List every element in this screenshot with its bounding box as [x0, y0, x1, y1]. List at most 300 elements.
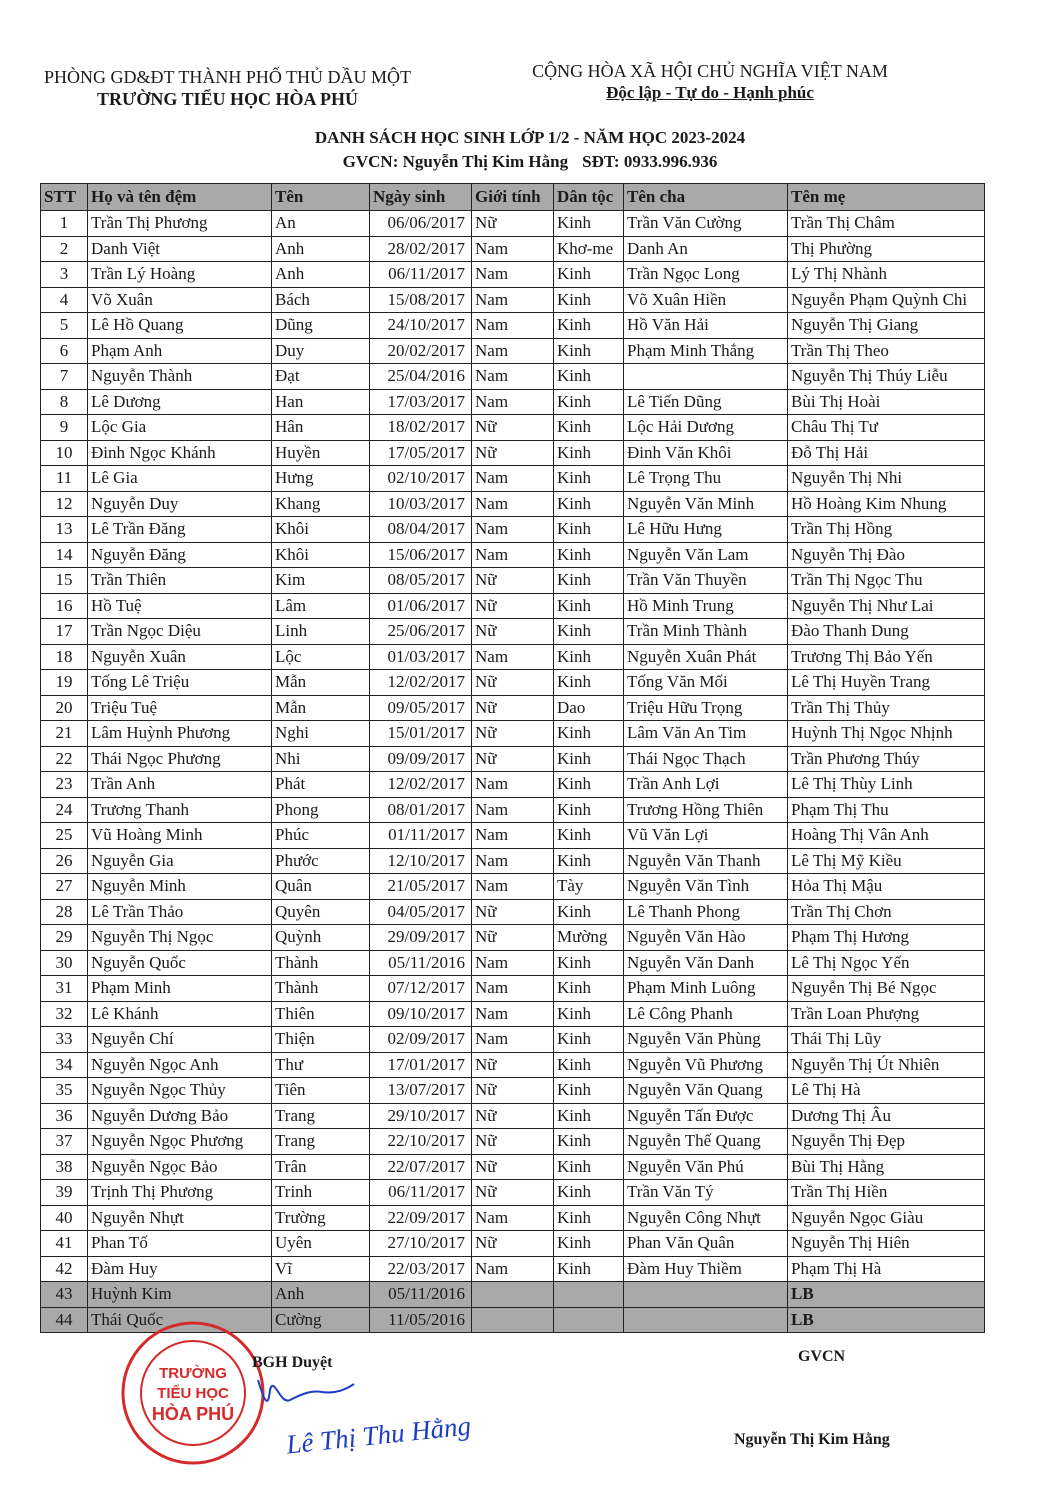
table-cell: Nghi — [272, 721, 370, 747]
table-cell: 15/08/2017 — [370, 287, 472, 313]
table-header — [41, 184, 985, 211]
student-table — [40, 183, 985, 1333]
table-row — [41, 1001, 985, 1027]
table-cell: Nữ — [472, 746, 554, 772]
table-row — [41, 440, 985, 466]
table-row — [41, 797, 985, 823]
table-cell: Kinh — [554, 1231, 624, 1257]
table-cell: 29 — [41, 925, 88, 951]
document-title — [200, 126, 860, 174]
table-cell — [624, 1307, 788, 1333]
table-cell: Kinh — [554, 262, 624, 288]
table-row — [41, 389, 985, 415]
table-row — [41, 287, 985, 313]
table-row — [41, 1052, 985, 1078]
table-cell: Kinh — [554, 619, 624, 645]
table-cell: Nguyễn Thị Hiên — [788, 1231, 985, 1257]
stamp-line-2: TIỂU HỌC — [157, 1385, 229, 1402]
table-cell: 22/07/2017 — [370, 1154, 472, 1180]
table-cell: Lộc Hải Dương — [624, 415, 788, 441]
table-cell: Cường — [272, 1307, 370, 1333]
table-cell: 40 — [41, 1205, 88, 1231]
table-cell: Kinh — [554, 1129, 624, 1155]
column-header: Tên mẹ — [788, 184, 985, 211]
table-cell: Hân — [272, 415, 370, 441]
table-cell: Anh — [272, 1282, 370, 1308]
table-cell: Nguyễn Ngọc Phương — [88, 1129, 272, 1155]
table-cell: Võ Xuân Hiền — [624, 287, 788, 313]
table-cell: 09/10/2017 — [370, 1001, 472, 1027]
table-cell: Huỳnh Kim — [88, 1282, 272, 1308]
table-row — [41, 1205, 985, 1231]
table-cell: Nguyễn Phạm Quỳnh Chi — [788, 287, 985, 313]
table-cell: Nguyễn Thị Đẹp — [788, 1129, 985, 1155]
table-cell: Mẫn — [272, 695, 370, 721]
table-cell: Nữ — [472, 1231, 554, 1257]
table-cell: Nam — [472, 517, 554, 543]
table-cell: 25/06/2017 — [370, 619, 472, 645]
table-cell: Danh Việt — [88, 236, 272, 262]
table-cell: 11 — [41, 466, 88, 492]
table-cell: Tiên — [272, 1078, 370, 1104]
table-cell: Phạm Minh Thắng — [624, 338, 788, 364]
table-cell: Lê Thị Hà — [788, 1078, 985, 1104]
table-cell: 09/09/2017 — [370, 746, 472, 772]
signature-stroke — [258, 1380, 354, 1401]
table-cell: Nguyễn Thị Út Nhiên — [788, 1052, 985, 1078]
table-cell: Trương Thị Bảo Yến — [788, 644, 985, 670]
table-cell: Kinh — [554, 338, 624, 364]
table-cell: Anh — [272, 236, 370, 262]
table-cell: Phạm Thị Hương — [788, 925, 985, 951]
table-cell: 35 — [41, 1078, 88, 1104]
table-cell: 24 — [41, 797, 88, 823]
table-row — [41, 848, 985, 874]
table-row — [41, 491, 985, 517]
table-row — [41, 211, 985, 237]
table-cell: 12/02/2017 — [370, 772, 472, 798]
teacher-info — [200, 150, 860, 174]
table-cell: Dao — [554, 695, 624, 721]
table-cell: Trần Văn Tý — [624, 1180, 788, 1206]
table-cell: Nguyễn Tấn Được — [624, 1103, 788, 1129]
table-cell: Mường — [554, 925, 624, 951]
column-header: Tên cha — [624, 184, 788, 211]
table-cell: Phúc — [272, 823, 370, 849]
table-cell: Nguyễn Văn Phùng — [624, 1027, 788, 1053]
column-header: Tên — [272, 184, 370, 211]
table-cell: Khơ-me — [554, 236, 624, 262]
table-cell: 01/11/2017 — [370, 823, 472, 849]
table-cell: Tống Văn Mối — [624, 670, 788, 696]
column-header: Dân tộc — [554, 184, 624, 211]
table-cell: Hồ Hoàng Kim Nhung — [788, 491, 985, 517]
table-cell: Huỳnh Thị Ngọc Nhịnh — [788, 721, 985, 747]
table-cell: Nam — [472, 950, 554, 976]
table-cell: 20 — [41, 695, 88, 721]
table-cell: Thị Phường — [788, 236, 985, 262]
table-cell: 26 — [41, 848, 88, 874]
table-cell: Hưng — [272, 466, 370, 492]
table-cell: Trần Thiên — [88, 568, 272, 594]
table-cell: Phước — [272, 848, 370, 874]
table-row — [41, 619, 985, 645]
table-cell: Nhi — [272, 746, 370, 772]
table-cell: Kinh — [554, 593, 624, 619]
table-cell: 17 — [41, 619, 88, 645]
table-cell: 01/06/2017 — [370, 593, 472, 619]
table-cell: 22/09/2017 — [370, 1205, 472, 1231]
table-cell: Nam — [472, 466, 554, 492]
table-cell: Lê Gia — [88, 466, 272, 492]
table-cell: Thành — [272, 950, 370, 976]
table-cell: Tống Lê Triệu — [88, 670, 272, 696]
table-cell: Nữ — [472, 695, 554, 721]
table-cell: Nguyễn Xuân — [88, 644, 272, 670]
table-cell: Nguyễn Vũ Phương — [624, 1052, 788, 1078]
table-cell: Nữ — [472, 899, 554, 925]
table-cell: 08/04/2017 — [370, 517, 472, 543]
table-cell: Anh — [272, 262, 370, 288]
table-cell: Tày — [554, 874, 624, 900]
country-name: CỘNG HÒA XÃ HỘI CHỦ NGHĨA VIỆT NAM — [532, 61, 888, 81]
table-cell: An — [272, 211, 370, 237]
table-row — [41, 1282, 985, 1308]
table-cell: Thiện — [272, 1027, 370, 1053]
table-row — [41, 1256, 985, 1282]
table-cell: Nguyễn Đăng — [88, 542, 272, 568]
table-cell: 2 — [41, 236, 88, 262]
table-row — [41, 899, 985, 925]
table-cell: Vũ Văn Lợi — [624, 823, 788, 849]
table-cell: Lê Thị Huyền Trang — [788, 670, 985, 696]
table-cell: Kinh — [554, 1052, 624, 1078]
table-cell: Triệu Hữu Trọng — [624, 695, 788, 721]
table-cell: Phạm Minh — [88, 976, 272, 1002]
table-cell: Kinh — [554, 491, 624, 517]
table-cell: 08/01/2017 — [370, 797, 472, 823]
table-cell: 12 — [41, 491, 88, 517]
table-cell: 28 — [41, 899, 88, 925]
table-cell: Thành — [272, 976, 370, 1002]
table-cell: Trần Ngọc Long — [624, 262, 788, 288]
table-cell: 25 — [41, 823, 88, 849]
table-cell: Nguyễn Văn Thanh — [624, 848, 788, 874]
table-row — [41, 976, 985, 1002]
table-cell: Trang — [272, 1129, 370, 1155]
table-cell: 15/01/2017 — [370, 721, 472, 747]
table-cell: Nguyễn Ngọc Thủy — [88, 1078, 272, 1104]
table-cell: 18 — [41, 644, 88, 670]
table-cell: Phát — [272, 772, 370, 798]
table-cell: Han — [272, 389, 370, 415]
table-cell: 14 — [41, 542, 88, 568]
table-cell: 01/03/2017 — [370, 644, 472, 670]
table-cell: Nguyễn Văn Tình — [624, 874, 788, 900]
table-cell: 43 — [41, 1282, 88, 1308]
table-row — [41, 593, 985, 619]
table-cell: Trần Thị Theo — [788, 338, 985, 364]
table-row — [41, 746, 985, 772]
table-cell: Nguyễn Thế Quang — [624, 1129, 788, 1155]
table-cell: Thái Thị Lũy — [788, 1027, 985, 1053]
table-cell: Bùi Thị Hằng — [788, 1154, 985, 1180]
table-cell: Thái Quốc — [88, 1307, 272, 1333]
table-cell: Thái Ngọc Thạch — [624, 746, 788, 772]
table-cell: Nguyễn Dương Bảo — [88, 1103, 272, 1129]
table-cell: Quỳnh — [272, 925, 370, 951]
table-cell: Kinh — [554, 364, 624, 390]
table-cell: 42 — [41, 1256, 88, 1282]
table-cell: 25/04/2016 — [370, 364, 472, 390]
table-cell: Trần Văn Thuyền — [624, 568, 788, 594]
table-cell: Nguyễn Thị Nhi — [788, 466, 985, 492]
table-cell: 38 — [41, 1154, 88, 1180]
table-cell: Hồ Tuệ — [88, 593, 272, 619]
table-cell: Kinh — [554, 389, 624, 415]
table-cell: Danh An — [624, 236, 788, 262]
table-cell: Nam — [472, 364, 554, 390]
table-cell: 18/02/2017 — [370, 415, 472, 441]
table-cell: Kinh — [554, 415, 624, 441]
table-cell: Trần Phương Thúy — [788, 746, 985, 772]
table-cell: Nữ — [472, 619, 554, 645]
table-row — [41, 262, 985, 288]
table-cell: Duy — [272, 338, 370, 364]
table-cell: Trương Hồng Thiên — [624, 797, 788, 823]
table-row — [41, 1180, 985, 1206]
table-cell: Bùi Thị Hoài — [788, 389, 985, 415]
table-cell: Thư — [272, 1052, 370, 1078]
table-cell: Võ Xuân — [88, 287, 272, 313]
table-cell: Hoàng Thị Vân Anh — [788, 823, 985, 849]
table-cell: 07/12/2017 — [370, 976, 472, 1002]
table-cell: Kinh — [554, 440, 624, 466]
table-cell: Nữ — [472, 415, 554, 441]
table-cell: Lâm Văn An Tim — [624, 721, 788, 747]
table-cell: Phạm Anh — [88, 338, 272, 364]
table-row — [41, 1154, 985, 1180]
table-cell: Kinh — [554, 670, 624, 696]
table-cell: 10 — [41, 440, 88, 466]
principal-signature: Lê Thị Thu Hằng — [284, 1410, 473, 1460]
table-cell: Lê Hữu Hưng — [624, 517, 788, 543]
table-cell: Nguyễn Thị Đào — [788, 542, 985, 568]
table-cell: Trần Minh Thành — [624, 619, 788, 645]
approval-label: BGH Duyệt — [252, 1354, 333, 1371]
table-cell — [624, 1282, 788, 1308]
table-cell: Nguyễn Chí — [88, 1027, 272, 1053]
column-header: Giới tính — [472, 184, 554, 211]
table-cell: Nguyễn Văn Hào — [624, 925, 788, 951]
table-cell: Nam — [472, 874, 554, 900]
table-row — [41, 950, 985, 976]
table-cell: Trần Anh Lợi — [624, 772, 788, 798]
table-cell: Kinh — [554, 721, 624, 747]
table-cell: 30 — [41, 950, 88, 976]
signature-mark — [250, 1370, 360, 1420]
column-header: STT — [41, 184, 88, 211]
table-cell: Bách — [272, 287, 370, 313]
table-cell: Đạt — [272, 364, 370, 390]
table-row — [41, 338, 985, 364]
table-cell: Trịnh Thị Phương — [88, 1180, 272, 1206]
table-cell: Nữ — [472, 440, 554, 466]
table-cell: Kinh — [554, 1180, 624, 1206]
table-cell: Kinh — [554, 797, 624, 823]
table-cell: 16 — [41, 593, 88, 619]
table-cell — [472, 1282, 554, 1308]
table-cell: Quân — [272, 874, 370, 900]
table-cell: Nam — [472, 491, 554, 517]
table-cell: Kinh — [554, 950, 624, 976]
table-cell: 13/07/2017 — [370, 1078, 472, 1104]
table-cell: 9 — [41, 415, 88, 441]
table-cell: Nữ — [472, 593, 554, 619]
table-cell: Đàm Huy Thiềm — [624, 1256, 788, 1282]
table-cell: 29/10/2017 — [370, 1103, 472, 1129]
table-cell: Kinh — [554, 746, 624, 772]
table-cell: Lê Thị Ngọc Yến — [788, 950, 985, 976]
table-row — [41, 772, 985, 798]
table-cell: Vũ Hoàng Minh — [88, 823, 272, 849]
table-cell: 32 — [41, 1001, 88, 1027]
table-cell: Nguyễn Thành — [88, 364, 272, 390]
table-cell: Nguyễn Văn Danh — [624, 950, 788, 976]
table-cell: Trần Thị Thủy — [788, 695, 985, 721]
table-row — [41, 721, 985, 747]
table-cell: Đỗ Thị Hải — [788, 440, 985, 466]
table-cell: Linh — [272, 619, 370, 645]
table-row — [41, 568, 985, 594]
table-cell: 44 — [41, 1307, 88, 1333]
table-cell — [472, 1307, 554, 1333]
table-cell: Trần Thị Chơn — [788, 899, 985, 925]
table-row — [41, 644, 985, 670]
table-cell: Trần Anh — [88, 772, 272, 798]
table-cell: Nguyễn Thị Ngọc — [88, 925, 272, 951]
table-cell: 02/10/2017 — [370, 466, 472, 492]
department-name: PHÒNG GD&ĐT THÀNH PHỐ THỦ DẦU MỘT — [44, 67, 412, 87]
table-cell: Nguyễn Minh — [88, 874, 272, 900]
table-cell: Nam — [472, 338, 554, 364]
table-cell: Quyên — [272, 899, 370, 925]
table-cell: Kinh — [554, 1001, 624, 1027]
table-cell: Kinh — [554, 899, 624, 925]
table-cell: 33 — [41, 1027, 88, 1053]
table-cell: 15 — [41, 568, 88, 594]
table-cell: Nam — [472, 262, 554, 288]
table-cell: Đàm Huy — [88, 1256, 272, 1282]
table-cell: Lộc Gia — [88, 415, 272, 441]
table-cell: Nguyễn Ngọc Bảo — [88, 1154, 272, 1180]
table-cell: Kinh — [554, 211, 624, 237]
table-cell: 11/05/2016 — [370, 1307, 472, 1333]
table-cell: 5 — [41, 313, 88, 339]
table-cell: 22/10/2017 — [370, 1129, 472, 1155]
table-cell: 3 — [41, 262, 88, 288]
table-cell: Trần Văn Cường — [624, 211, 788, 237]
table-cell: Phạm Thị Hà — [788, 1256, 985, 1282]
table-cell: Nam — [472, 772, 554, 798]
table-cell: 21/05/2017 — [370, 874, 472, 900]
table-cell: 29/09/2017 — [370, 925, 472, 951]
table-cell: Kinh — [554, 1256, 624, 1282]
table-cell: 8 — [41, 389, 88, 415]
table-cell: Nữ — [472, 1154, 554, 1180]
table-cell: 31 — [41, 976, 88, 1002]
table-cell: 19 — [41, 670, 88, 696]
table-cell: Nguyễn Văn Quang — [624, 1078, 788, 1104]
table-cell: 04/05/2017 — [370, 899, 472, 925]
table-cell: Trường — [272, 1205, 370, 1231]
table-cell: Lê Trần Đăng — [88, 517, 272, 543]
table-cell: Nam — [472, 542, 554, 568]
table-cell: Trân — [272, 1154, 370, 1180]
table-cell: Nữ — [472, 568, 554, 594]
table-cell: Phạm Minh Luông — [624, 976, 788, 1002]
table-cell: Trần Thị Hiền — [788, 1180, 985, 1206]
table-cell: Kinh — [554, 772, 624, 798]
table-cell: Phan Văn Quân — [624, 1231, 788, 1257]
table-cell: Thiên — [272, 1001, 370, 1027]
national-header — [505, 60, 915, 104]
table-cell: 12/10/2017 — [370, 848, 472, 874]
table-cell: 06/11/2017 — [370, 1180, 472, 1206]
table-cell: 27/10/2017 — [370, 1231, 472, 1257]
table-cell: Trần Ngọc Diệu — [88, 619, 272, 645]
department-header — [44, 66, 411, 110]
table-cell: Thái Ngọc Phương — [88, 746, 272, 772]
table-cell: 05/11/2016 — [370, 950, 472, 976]
stamp-line-3: HÒA PHÚ — [151, 1404, 235, 1424]
table-cell: Nam — [472, 976, 554, 1002]
table-cell: Nam — [472, 797, 554, 823]
table-cell: Nữ — [472, 211, 554, 237]
table-cell: Trần Thị Phương — [88, 211, 272, 237]
table-cell: 39 — [41, 1180, 88, 1206]
table-cell: 06/06/2017 — [370, 211, 472, 237]
table-cell: Kinh — [554, 644, 624, 670]
table-cell: 6 — [41, 338, 88, 364]
table-cell: Nguyễn Văn Phú — [624, 1154, 788, 1180]
table-cell: Trần Thị Hồng — [788, 517, 985, 543]
table-cell: Triệu Tuệ — [88, 695, 272, 721]
table-cell: Khang — [272, 491, 370, 517]
table-cell: 24/10/2017 — [370, 313, 472, 339]
table-cell: Nguyễn Ngọc Anh — [88, 1052, 272, 1078]
table-cell: 23 — [41, 772, 88, 798]
table-cell: Nam — [472, 389, 554, 415]
table-cell: Nam — [472, 1256, 554, 1282]
table-cell: 41 — [41, 1231, 88, 1257]
table-cell: Dũng — [272, 313, 370, 339]
table-cell: Lê Khánh — [88, 1001, 272, 1027]
table-cell: Nam — [472, 313, 554, 339]
table-cell: Mẫn — [272, 670, 370, 696]
table-cell: Nam — [472, 823, 554, 849]
table-cell: Trần Thị Châm — [788, 211, 985, 237]
table-cell: Nguyễn Ngọc Giàu — [788, 1205, 985, 1231]
table-cell: Kinh — [554, 823, 624, 849]
table-row — [41, 313, 985, 339]
table-cell: Kinh — [554, 1103, 624, 1129]
table-cell: Kinh — [554, 976, 624, 1002]
table-cell: LB — [788, 1307, 985, 1333]
table-cell: Khôi — [272, 542, 370, 568]
table-row — [41, 364, 985, 390]
table-cell: Kinh — [554, 848, 624, 874]
